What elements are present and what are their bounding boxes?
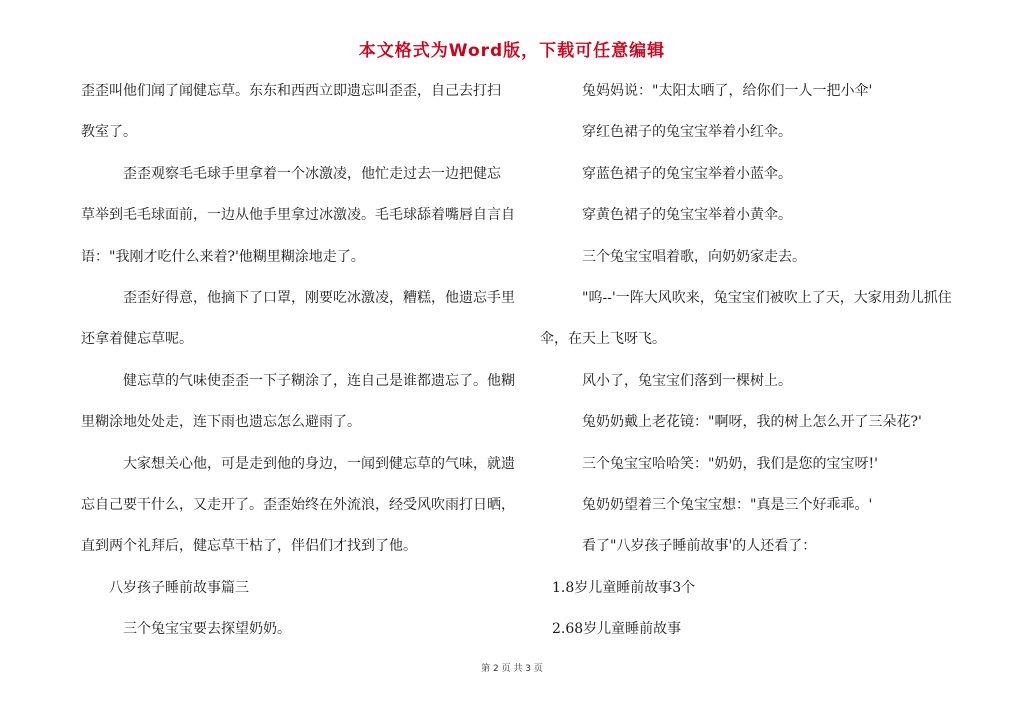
- text-line: 风小了，兔宝宝们落到一棵树上。: [582, 372, 792, 389]
- text-line: 歪歪叫他们闻了闻健忘草。东东和西西立即遗忘叫歪歪，自己去打扫: [81, 83, 501, 99]
- document-banner: 本文格式为Word版，下载可任意编辑: [358, 41, 666, 61]
- text-line: 兔妈妈说："太阳太晒了，给你们一人一把小伞': [582, 83, 873, 99]
- text-line: 健忘草的气味使歪歪一下子糊涂了，连自己是谁都遗忘了。他糊: [123, 372, 515, 389]
- text-line: 大家想关心他，可是走到他的身边，一闻到健忘草的气味，就遗: [123, 455, 515, 472]
- text-line: 歪歪观察毛毛球手里拿着一个冰激凌，他忙走过去一边把健忘: [123, 165, 501, 182]
- text-line: 八岁孩子睡前故事篇三: [109, 579, 249, 596]
- text-line: 三个兔宝宝要去探望奶奶。: [123, 621, 291, 638]
- text-line: 直到两个礼拜后，健忘草干枯了，伴侣们才找到了他。: [81, 538, 417, 555]
- text-line: 看了"八岁孩子睡前故事'的人还看了：: [582, 538, 817, 555]
- text-line: 穿黄色裙子的兔宝宝举着小黄伞。: [582, 207, 792, 224]
- text-line: 还拿着健忘草呢。: [81, 331, 193, 348]
- text-line: 伞，在天上飞呀飞。: [540, 331, 666, 348]
- left-column: [81, 79, 513, 658]
- text-line: 草举到毛毛球面前，一边从他手里拿过冰激凌。毛毛球舔着嘴唇自言自: [81, 207, 515, 224]
- right-column: [532, 79, 964, 658]
- text-line: 三个兔宝宝哈哈笑："奶奶，我们是您的宝宝呀!': [582, 455, 878, 472]
- text-line: 语："我刚才吃什么来着?'他糊里糊涂地走了。: [81, 248, 365, 265]
- text-line: 穿红色裙子的兔宝宝举着小红伞。: [582, 124, 792, 141]
- text-line: 兔奶奶望着三个兔宝宝想："真是三个好乖乖。': [582, 496, 873, 513]
- text-line: "呜--'一阵大风吹来，兔宝宝们被吹上了天，大家用劲儿抓住: [582, 289, 952, 306]
- text-line: 里糊涂地处处走，连下雨也遗忘怎么避雨了。: [81, 414, 361, 431]
- text-line: 三个兔宝宝唱着歌，向奶奶家走去。: [582, 248, 806, 265]
- text-line: 2.68岁儿童睡前故事: [552, 621, 682, 638]
- text-line: 教室了。: [81, 124, 137, 141]
- text-line: 兔奶奶戴上老花镜："啊呀，我的树上怎么开了三朵花?': [582, 414, 922, 431]
- text-line: 歪歪好得意，他摘下了口罩，刚要吃冰激凌，糟糕，他遗忘手里: [123, 289, 515, 306]
- text-line: 忘自己要干什么，又走开了。歪歪始终在外流浪，经受风吹雨打日晒，: [81, 496, 515, 513]
- text-line: 穿蓝色裙子的兔宝宝举着小蓝伞。: [582, 165, 792, 182]
- text-line: 1.8岁儿童睡前故事3个: [552, 579, 696, 596]
- page-footer: 第 2 页 共 3 页: [481, 664, 543, 674]
